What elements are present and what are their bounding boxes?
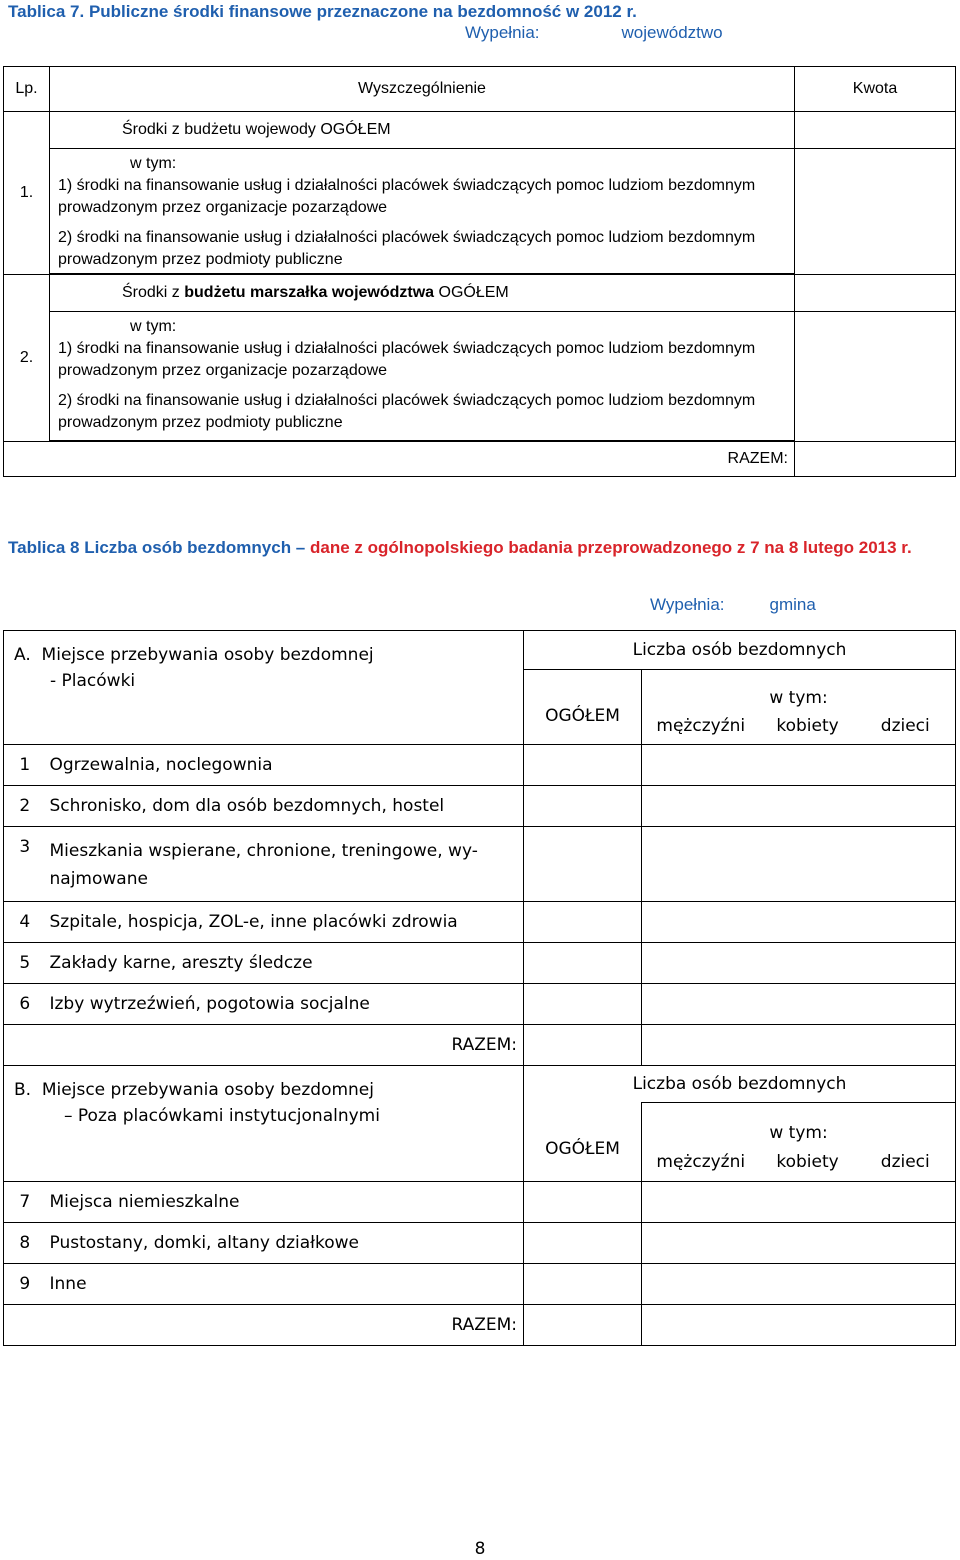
table8-title: Tablica 8 Liczba osób bezdomnych – dane z ogólnopolskiego badania przeprowadzonego z 7 na 8 lutego 2013 r. bbox=[8, 538, 912, 557]
wtym-cell[interactable] bbox=[642, 1182, 956, 1223]
children-header: dzieci bbox=[856, 708, 956, 745]
table7-title: Tablica 7. Publiczne środki finansowe przeznaczone na bezdomność w 2012 r. bbox=[8, 2, 637, 21]
count-header: Liczba osób bezdomnych bbox=[524, 631, 956, 670]
table7-row-2-total-amount[interactable] bbox=[795, 275, 956, 312]
table8 bbox=[3, 630, 956, 1346]
table-row: 2 Schronisko, dom dla osób bezdomnych, hostel bbox=[4, 786, 956, 827]
table7-total-row bbox=[4, 442, 956, 477]
total-cell[interactable] bbox=[524, 902, 642, 943]
sectionB-razem-label: RAZEM: bbox=[4, 1305, 524, 1346]
table7 bbox=[3, 66, 956, 477]
wtym-cell[interactable] bbox=[642, 745, 956, 786]
count-header: Liczba osób bezdomnych bbox=[524, 1066, 956, 1103]
table-row: 8 Pustostany, domki, altany działkowe bbox=[4, 1223, 956, 1264]
table-row: 6 Izby wytrzeźwień, pogotowia socjalne bbox=[4, 984, 956, 1025]
table7-header-desc: Wyszczególnienie bbox=[50, 67, 795, 112]
page-number: 8 bbox=[474, 1539, 486, 1559]
table-row: 1 Ogrzewalnia, noclegownia bbox=[4, 745, 956, 786]
table7-row-2-items bbox=[4, 312, 956, 385]
table-row: 7 Miejsca niemieszkalne bbox=[4, 1182, 956, 1223]
total-cell[interactable] bbox=[524, 1264, 642, 1305]
table7-row-1-total bbox=[4, 112, 956, 149]
wtym-label: w tym: bbox=[130, 155, 177, 172]
item2-text: 2) środki na finansowanie usług i działalności placówek świadczących pomoc ludziom bezdomnym prowadzonym przez podmioty publiczne bbox=[50, 384, 795, 441]
women-header: kobiety bbox=[760, 708, 856, 745]
sectionA-title: A. Miejsce przebywania osoby bezdomnej - Placówki bbox=[4, 631, 524, 745]
item2-text: 2) środki na finansowanie usług i działalności placówek świadczących pomoc ludziom bezdomnym prowadzonym przez podmioty publiczne bbox=[50, 221, 795, 274]
table7-row-2-total-label: Środki z budżetu marszałka województwa OGÓŁEM bbox=[50, 275, 795, 312]
bold-term: budżetu marszałka województwa bbox=[184, 284, 435, 301]
table8-fill-label: Wypełnia: bbox=[650, 595, 725, 614]
table7-row-2-items-amount[interactable] bbox=[795, 312, 956, 442]
wtym-cell[interactable] bbox=[642, 902, 956, 943]
total-header: OGÓŁEM bbox=[524, 1103, 642, 1182]
table7-row-2-item1 bbox=[50, 312, 795, 385]
table7-header-lp: Lp. bbox=[4, 67, 50, 112]
table7-row-2-total bbox=[4, 275, 956, 312]
wtym-cell[interactable] bbox=[642, 1025, 956, 1066]
wtym-cell[interactable] bbox=[642, 943, 956, 984]
wtym-cell[interactable] bbox=[642, 1223, 956, 1264]
wtym-header: w tym: bbox=[642, 1103, 956, 1144]
table7-fill-label: Wypełnia: bbox=[465, 23, 540, 42]
table7-razem-label: RAZEM: bbox=[4, 442, 795, 477]
table8-fill-line bbox=[650, 595, 816, 615]
sectionB-total-row bbox=[4, 1305, 956, 1346]
total-cell[interactable] bbox=[524, 984, 642, 1025]
wtym-cell[interactable] bbox=[642, 1305, 956, 1346]
table-row: 4 Szpitale, hospicja, ZOL-e, inne placówki zdrowia bbox=[4, 902, 956, 943]
children-header: dzieci bbox=[856, 1143, 956, 1182]
table7-fill-line bbox=[465, 22, 723, 44]
sectionA-razem-label: RAZEM: bbox=[4, 1025, 524, 1066]
table7-fill-value: województwo bbox=[621, 23, 723, 42]
table7-row-1-item1 bbox=[50, 149, 795, 222]
wtym-header: w tym: bbox=[642, 670, 956, 709]
women-header: kobiety bbox=[760, 1143, 856, 1182]
table7-row-1-lp: 1. bbox=[4, 112, 50, 275]
total-cell[interactable] bbox=[524, 827, 642, 902]
wtym-label: w tym: bbox=[130, 318, 177, 335]
wtym-cell[interactable] bbox=[642, 1264, 956, 1305]
bold-term: budżetu wojewody bbox=[184, 121, 316, 138]
table-row: 5 Zakłady karne, areszty śledcze bbox=[4, 943, 956, 984]
table8-fill-value: gmina bbox=[769, 595, 816, 614]
men-header: mężczyźni bbox=[642, 708, 760, 745]
table7-row-1-total-label: Środki z budżetu wojewody OGÓŁEM bbox=[50, 112, 795, 149]
total-header: OGÓŁEM bbox=[524, 670, 642, 745]
table7-row-1-items bbox=[4, 149, 956, 222]
table7-header-amount: Kwota bbox=[795, 67, 956, 112]
item1-text: 1) środki na finansowanie usług i działalności placówek świadczących pomoc ludziom bezdomnym prowadzonym przez organizacje pozarządowe bbox=[58, 177, 756, 216]
sectionB-title: B. Miejsce przebywania osoby bezdomnej – Poza placówkami instytucjonalnymi bbox=[4, 1066, 524, 1182]
total-cell[interactable] bbox=[524, 786, 642, 827]
total-cell[interactable] bbox=[524, 1305, 642, 1346]
table7-razem-amount[interactable] bbox=[795, 442, 956, 477]
total-cell[interactable] bbox=[524, 745, 642, 786]
total-cell[interactable] bbox=[524, 1182, 642, 1223]
total-cell[interactable] bbox=[524, 943, 642, 984]
item1-text: 1) środki na finansowanie usług i działalności placówek świadczących pomoc ludziom bezdomnym prowadzonym przez organizacje pozarządowe bbox=[58, 340, 756, 379]
table7-header-row bbox=[4, 67, 956, 112]
table-row: 9 Inne bbox=[4, 1264, 956, 1305]
table7-row-1-items-amount[interactable] bbox=[795, 149, 956, 275]
wtym-cell[interactable] bbox=[642, 786, 956, 827]
table7-row-2-lp: 2. bbox=[4, 275, 50, 442]
table-row: 3 Mieszkania wspierane, chronione, treningowe, wy-najmowane bbox=[4, 827, 956, 902]
total-cell[interactable] bbox=[524, 1025, 642, 1066]
wtym-cell[interactable] bbox=[642, 827, 956, 902]
wtym-cell[interactable] bbox=[642, 984, 956, 1025]
table7-row-1-total-amount[interactable] bbox=[795, 112, 956, 149]
total-cell[interactable] bbox=[524, 1223, 642, 1264]
sectionA-total-row bbox=[4, 1025, 956, 1066]
men-header: mężczyźni bbox=[642, 1143, 760, 1182]
